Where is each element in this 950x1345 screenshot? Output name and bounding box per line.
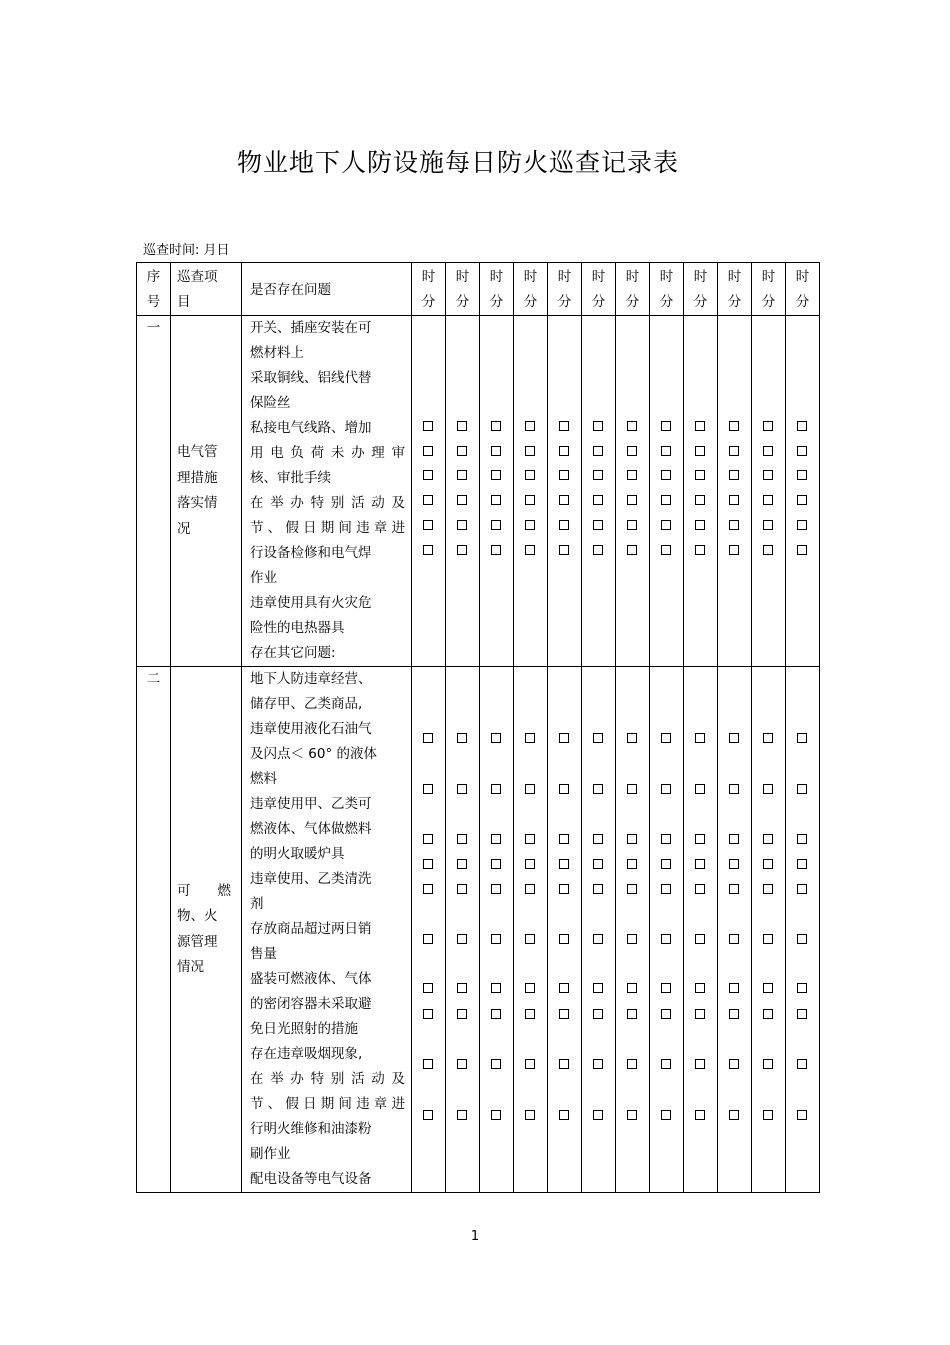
checkbox[interactable] <box>423 470 433 480</box>
question-line: 违章使用液化石油气 <box>250 721 372 737</box>
checkbox[interactable] <box>797 884 807 894</box>
checkbox[interactable] <box>797 934 807 944</box>
checkbox[interactable] <box>525 884 535 894</box>
section-questions <box>242 667 412 1193</box>
checkbox[interactable] <box>797 859 807 869</box>
checkbox[interactable] <box>457 934 467 944</box>
checkbox[interactable] <box>423 859 433 869</box>
section-number: 一 <box>137 316 171 667</box>
checkbox[interactable] <box>593 934 603 944</box>
checkbox[interactable] <box>491 470 501 480</box>
checkbox[interactable] <box>457 983 467 993</box>
header-time: 时 分 <box>752 263 786 316</box>
checkbox[interactable] <box>627 859 637 869</box>
checkbox[interactable] <box>559 884 569 894</box>
checkbox[interactable] <box>729 1009 739 1019</box>
checkbox[interactable] <box>593 859 603 869</box>
checkbox[interactable] <box>491 834 501 844</box>
checkbox[interactable] <box>491 446 501 456</box>
checkbox[interactable] <box>763 859 773 869</box>
question-line: 存在其它问题: <box>250 645 336 661</box>
checkbox[interactable] <box>423 446 433 456</box>
checkbox[interactable] <box>525 470 535 480</box>
checkbox[interactable] <box>525 859 535 869</box>
checkbox[interactable] <box>695 495 705 505</box>
checkbox[interactable] <box>627 1009 637 1019</box>
question-line: 开关、插座安装在可 <box>250 320 372 336</box>
checkbox[interactable] <box>627 495 637 505</box>
checkbox[interactable] <box>695 1059 705 1069</box>
inspection-date-label: 巡查时间: 月日 <box>143 243 230 258</box>
question-line: 配电设备等电气设备 <box>250 1171 372 1187</box>
checkbox[interactable] <box>729 884 739 894</box>
checkbox[interactable] <box>593 1059 603 1069</box>
checkbox[interactable] <box>729 1059 739 1069</box>
checkbox[interactable] <box>627 784 637 794</box>
checkbox[interactable] <box>729 934 739 944</box>
checkbox[interactable] <box>763 495 773 505</box>
header-time: 时 分 <box>548 263 582 316</box>
checkbox[interactable] <box>661 470 671 480</box>
checkbox[interactable] <box>627 884 637 894</box>
checkbox[interactable] <box>457 545 467 555</box>
checkbox[interactable] <box>763 545 773 555</box>
checkbox[interactable] <box>729 545 739 555</box>
checkbox[interactable] <box>729 495 739 505</box>
header-time: 时 分 <box>718 263 752 316</box>
checkbox[interactable] <box>559 470 569 480</box>
checkbox[interactable] <box>593 545 603 555</box>
checkbox[interactable] <box>593 470 603 480</box>
checkbox[interactable] <box>661 934 671 944</box>
header-seq: 序 号 <box>137 263 171 316</box>
checkbox[interactable] <box>627 545 637 555</box>
question-line: 燃材料上 <box>250 345 304 361</box>
checkbox[interactable] <box>627 934 637 944</box>
checkbox[interactable] <box>661 1009 671 1019</box>
checkbox[interactable] <box>763 834 773 844</box>
checkbox[interactable] <box>661 859 671 869</box>
checkbox[interactable] <box>491 1009 501 1019</box>
checkbox[interactable] <box>423 520 433 530</box>
header-time: 时 分 <box>786 263 820 316</box>
checkbox[interactable] <box>525 834 535 844</box>
question-line: 险性的电热器具 <box>250 620 345 636</box>
checkbox[interactable] <box>491 495 501 505</box>
checkbox[interactable] <box>729 421 739 431</box>
checkbox[interactable] <box>457 859 467 869</box>
checkbox[interactable] <box>525 1009 535 1019</box>
question-line: 用电负荷未办理审 <box>250 445 405 461</box>
checkbox[interactable] <box>661 834 671 844</box>
checkbox[interactable] <box>797 834 807 844</box>
question-line: 剂 <box>250 896 264 912</box>
checkbox[interactable] <box>627 446 637 456</box>
checkbox[interactable] <box>763 983 773 993</box>
checkbox[interactable] <box>457 733 467 743</box>
question-line: 保险丝 <box>250 395 291 411</box>
checkbox[interactable] <box>457 1110 467 1120</box>
checkbox[interactable] <box>593 446 603 456</box>
question-line: 行设备检修和电气焊 <box>250 545 372 561</box>
checkbox[interactable] <box>559 983 569 993</box>
question-line: 燃液体、气体做燃料 <box>250 821 372 837</box>
checkbox[interactable] <box>661 784 671 794</box>
checkbox[interactable] <box>661 733 671 743</box>
header-question: 是否存在问题 <box>242 263 412 316</box>
checkbox[interactable] <box>661 520 671 530</box>
question-line: 核、审批手续 <box>250 470 331 486</box>
checkbox[interactable] <box>763 1110 773 1120</box>
checkbox[interactable] <box>559 446 569 456</box>
checkbox[interactable] <box>729 470 739 480</box>
section-questions <box>242 316 412 667</box>
checkbox[interactable] <box>695 859 705 869</box>
question-line: 盛装可燃液体、气体 <box>250 971 372 987</box>
question-line: 行明火维修和油漆粉 <box>250 1121 372 1137</box>
checkbox[interactable] <box>797 733 807 743</box>
checkbox[interactable] <box>695 446 705 456</box>
section-row-electrical <box>137 316 820 667</box>
checkbox[interactable] <box>491 545 501 555</box>
checkbox[interactable] <box>423 834 433 844</box>
checkbox[interactable] <box>593 884 603 894</box>
checkbox[interactable] <box>797 1110 807 1120</box>
question-line: 刷作业 <box>250 1146 291 1162</box>
checkbox[interactable] <box>695 983 705 993</box>
question-line: 节、假日期间违章进 <box>250 1096 405 1112</box>
question-line: 在举办特别活动及 <box>250 1071 405 1087</box>
checkbox[interactable] <box>423 733 433 743</box>
checkbox[interactable] <box>729 1110 739 1120</box>
checkbox[interactable] <box>661 495 671 505</box>
checkbox[interactable] <box>559 520 569 530</box>
checkbox[interactable] <box>661 421 671 431</box>
checkbox[interactable] <box>661 545 671 555</box>
checkbox[interactable] <box>423 884 433 894</box>
page-title: 物业地下人防设施每日防火巡查记录表 <box>236 148 679 177</box>
header-item: 巡查项 目 <box>171 263 242 316</box>
checkbox[interactable] <box>695 470 705 480</box>
checkbox[interactable] <box>457 1059 467 1069</box>
checkbox[interactable] <box>491 1059 501 1069</box>
checkbox[interactable] <box>797 1009 807 1019</box>
checkbox[interactable] <box>423 545 433 555</box>
checkbox[interactable] <box>593 834 603 844</box>
header-time: 时 分 <box>446 263 480 316</box>
checkbox[interactable] <box>797 1059 807 1069</box>
checkbox[interactable] <box>695 545 705 555</box>
checkbox[interactable] <box>525 520 535 530</box>
checkbox[interactable] <box>457 520 467 530</box>
question-line: 采取铜线、铝线代替 <box>250 370 372 386</box>
checkbox[interactable] <box>559 859 569 869</box>
checkbox[interactable] <box>423 784 433 794</box>
checkbox[interactable] <box>525 733 535 743</box>
checkbox[interactable] <box>525 934 535 944</box>
checkbox[interactable] <box>729 446 739 456</box>
checkbox[interactable] <box>491 934 501 944</box>
checkbox[interactable] <box>797 784 807 794</box>
item-lines: 电气管 理措施 落实情 况 <box>177 444 218 537</box>
checkbox[interactable] <box>763 784 773 794</box>
checkbox[interactable] <box>457 1009 467 1019</box>
checkbox[interactable] <box>457 446 467 456</box>
inspection-table <box>136 262 820 1193</box>
checkbox[interactable] <box>491 1110 501 1120</box>
question-line: 的密闭容器未采取避 <box>250 996 372 1012</box>
question-line: 储存甲、乙类商品, <box>250 696 363 712</box>
checkbox[interactable] <box>423 421 433 431</box>
checkbox[interactable] <box>661 1110 671 1120</box>
checkbox[interactable] <box>695 834 705 844</box>
checkbox[interactable] <box>525 784 535 794</box>
checkbox[interactable] <box>797 545 807 555</box>
header-time: 时 分 <box>684 263 718 316</box>
header-time: 时 分 <box>514 263 548 316</box>
checkbox[interactable] <box>491 784 501 794</box>
checkbox[interactable] <box>593 784 603 794</box>
checkbox[interactable] <box>423 934 433 944</box>
checkbox[interactable] <box>797 470 807 480</box>
checkbox[interactable] <box>525 1059 535 1069</box>
checkbox[interactable] <box>593 421 603 431</box>
checkbox[interactable] <box>525 495 535 505</box>
checkbox[interactable] <box>423 495 433 505</box>
header-time: 时 分 <box>616 263 650 316</box>
question-line: 地下人防违章经营、 <box>250 671 372 687</box>
checkbox[interactable] <box>525 545 535 555</box>
checkbox[interactable] <box>763 470 773 480</box>
checkbox[interactable] <box>763 934 773 944</box>
checkbox[interactable] <box>559 495 569 505</box>
checkbox[interactable] <box>491 884 501 894</box>
checkbox[interactable] <box>457 884 467 894</box>
section-item <box>171 316 242 667</box>
checkbox[interactable] <box>797 421 807 431</box>
checkbox[interactable] <box>559 1059 569 1069</box>
checkbox[interactable] <box>593 495 603 505</box>
checkbox[interactable] <box>763 421 773 431</box>
checkbox[interactable] <box>593 520 603 530</box>
question-line: 违章使用具有火灾危 <box>250 595 372 611</box>
header-time: 时 分 <box>412 263 446 316</box>
checkbox[interactable] <box>729 520 739 530</box>
checkbox[interactable] <box>525 446 535 456</box>
question-line: 违章使用、乙类清洗 <box>250 871 372 887</box>
checkbox[interactable] <box>797 446 807 456</box>
checkbox[interactable] <box>593 1009 603 1019</box>
checkbox[interactable] <box>729 784 739 794</box>
checkbox[interactable] <box>627 834 637 844</box>
checkbox[interactable] <box>627 733 637 743</box>
checkbox[interactable] <box>491 421 501 431</box>
checkbox[interactable] <box>627 983 637 993</box>
checkbox[interactable] <box>423 983 433 993</box>
question-line: 存在违章吸烟现象, <box>250 1046 363 1062</box>
section-item <box>171 667 242 1193</box>
page-number: 1 <box>470 1229 480 1244</box>
checkbox[interactable] <box>627 421 637 431</box>
checkbox[interactable] <box>763 884 773 894</box>
checkbox[interactable] <box>695 934 705 944</box>
question-line: 及闪点＜ 60° 的液体 <box>250 746 378 762</box>
checkbox[interactable] <box>763 1059 773 1069</box>
checkbox[interactable] <box>763 446 773 456</box>
checkbox[interactable] <box>627 1110 637 1120</box>
checkbox[interactable] <box>559 1009 569 1019</box>
checkbox[interactable] <box>559 834 569 844</box>
checkbox[interactable] <box>423 1009 433 1019</box>
checkbox[interactable] <box>729 983 739 993</box>
checkbox[interactable] <box>457 470 467 480</box>
checkbox[interactable] <box>695 1009 705 1019</box>
checkbox[interactable] <box>593 1110 603 1120</box>
question-line: 节、假日期间违章进 <box>250 520 405 536</box>
checkbox[interactable] <box>491 983 501 993</box>
checkbox[interactable] <box>729 733 739 743</box>
question-line: 的明火取暖炉具 <box>250 846 345 862</box>
question-line: 售量 <box>250 946 277 962</box>
checkbox[interactable] <box>593 733 603 743</box>
checkbox[interactable] <box>797 495 807 505</box>
item-lines: 可 燃 物、火 源管理 情况 <box>177 882 231 975</box>
checkbox[interactable] <box>729 834 739 844</box>
checkbox[interactable] <box>525 421 535 431</box>
checkbox[interactable] <box>797 520 807 530</box>
question-line: 燃料 <box>250 771 277 787</box>
checkbox[interactable] <box>559 934 569 944</box>
checkbox[interactable] <box>627 520 637 530</box>
checkbox[interactable] <box>559 784 569 794</box>
checkbox[interactable] <box>525 1110 535 1120</box>
checkbox[interactable] <box>661 884 671 894</box>
section-row-fire-source <box>137 667 820 1193</box>
checkbox[interactable] <box>457 495 467 505</box>
checkbox[interactable] <box>491 859 501 869</box>
checkbox[interactable] <box>763 1009 773 1019</box>
header-time: 时 分 <box>480 263 514 316</box>
checkbox[interactable] <box>695 784 705 794</box>
question-line: 在举办特别活动及 <box>250 495 405 511</box>
header-row <box>137 263 820 316</box>
checkbox[interactable] <box>763 520 773 530</box>
checkbox[interactable] <box>559 545 569 555</box>
checkbox[interactable] <box>423 1110 433 1120</box>
checkbox[interactable] <box>661 446 671 456</box>
checkbox[interactable] <box>491 733 501 743</box>
checkbox[interactable] <box>559 733 569 743</box>
checkbox[interactable] <box>695 884 705 894</box>
checkbox[interactable] <box>695 520 705 530</box>
checkbox[interactable] <box>763 733 773 743</box>
question-line: 作业 <box>250 570 277 586</box>
checkbox[interactable] <box>627 470 637 480</box>
question-line: 违章使用甲、乙类可 <box>250 796 372 812</box>
checkbox[interactable] <box>695 421 705 431</box>
checkbox[interactable] <box>457 834 467 844</box>
checkbox[interactable] <box>457 421 467 431</box>
question-line: 免日光照射的措施 <box>250 1021 358 1037</box>
checkbox[interactable] <box>525 983 535 993</box>
checkbox[interactable] <box>559 421 569 431</box>
checkbox[interactable] <box>627 1059 637 1069</box>
checkbox[interactable] <box>797 983 807 993</box>
checkbox[interactable] <box>695 733 705 743</box>
header-time: 时 分 <box>650 263 684 316</box>
checkbox[interactable] <box>729 859 739 869</box>
section-number: 二 <box>137 667 171 1193</box>
checkbox[interactable] <box>661 1059 671 1069</box>
checkbox[interactable] <box>559 1110 569 1120</box>
checkbox[interactable] <box>457 784 467 794</box>
checkbox[interactable] <box>593 983 603 993</box>
checkbox[interactable] <box>695 1110 705 1120</box>
checkbox[interactable] <box>423 1059 433 1069</box>
header-time: 时 分 <box>582 263 616 316</box>
checkbox[interactable] <box>491 520 501 530</box>
question-line: 存放商品超过两日销 <box>250 921 372 937</box>
question-line: 私接电气线路、增加 <box>250 420 372 436</box>
checkbox[interactable] <box>661 983 671 993</box>
